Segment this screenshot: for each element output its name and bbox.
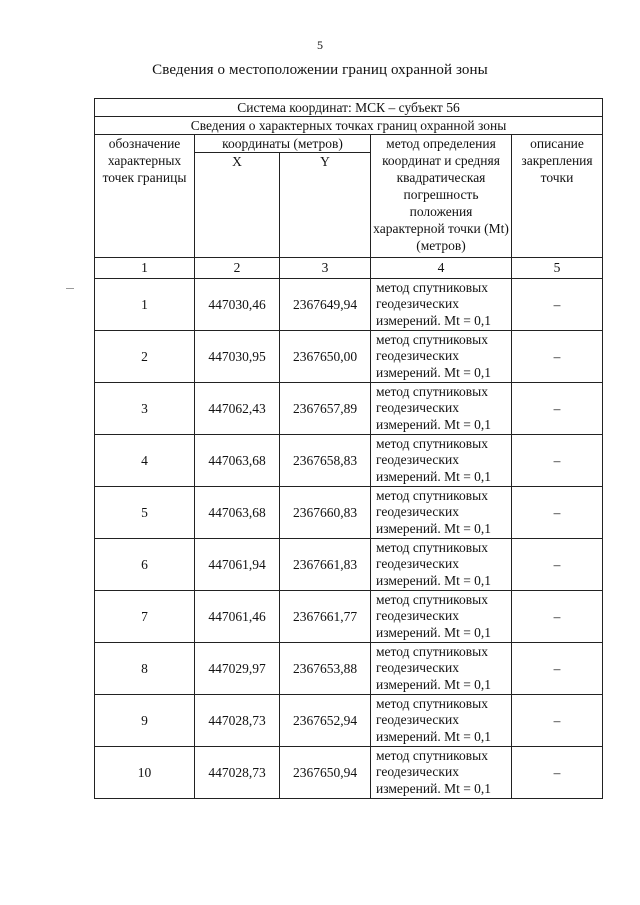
method-description: метод спутниковых геодезических измерений. Mt = 0,1 [371, 331, 512, 383]
header-fixing-description: описание закрепления точки [512, 135, 603, 258]
coordinate-x: 447030,95 [195, 331, 280, 383]
coordinate-y: 2367661,77 [280, 591, 371, 643]
fixing-description: – [512, 279, 603, 331]
table-row [95, 747, 603, 799]
table-row [95, 435, 603, 487]
coordinate-system-row [95, 99, 603, 117]
coordinate-x: 447063,68 [195, 487, 280, 539]
header-y: Y [280, 153, 371, 258]
coordinate-y: 2367653,88 [280, 643, 371, 695]
coordinate-x: 447063,68 [195, 435, 280, 487]
column-number: 3 [280, 258, 371, 279]
fixing-description: – [512, 591, 603, 643]
column-number: 1 [95, 258, 195, 279]
fixing-description: – [512, 383, 603, 435]
header-coordinates-group: координаты (метров) [195, 135, 371, 153]
coordinate-y: 2367657,89 [280, 383, 371, 435]
method-description: метод спутниковых геодезических измерений. Mt = 0,1 [371, 591, 512, 643]
coordinate-x: 447061,46 [195, 591, 280, 643]
coordinate-y: 2367660,83 [280, 487, 371, 539]
coordinates-table [94, 98, 603, 799]
point-designation: 10 [95, 747, 195, 799]
point-designation: 1 [95, 279, 195, 331]
method-description: метод спутниковых геодезических измерений. Mt = 0,1 [371, 487, 512, 539]
point-designation: 7 [95, 591, 195, 643]
fixing-description: – [512, 643, 603, 695]
coordinate-x: 447062,43 [195, 383, 280, 435]
point-designation: 9 [95, 695, 195, 747]
column-numbers-row [95, 258, 603, 279]
coordinate-y: 2367661,83 [280, 539, 371, 591]
fixing-description: – [512, 695, 603, 747]
method-description: метод спутниковых геодезических измерений. Mt = 0,1 [371, 643, 512, 695]
header-row [95, 135, 603, 153]
fixing-description: – [512, 331, 603, 383]
header-point-designation: обозначение характерных точек границы [95, 135, 195, 258]
coordinate-x: 447028,73 [195, 747, 280, 799]
fixing-description: – [512, 435, 603, 487]
method-description: метод спутниковых геодезических измерений. Mt = 0,1 [371, 279, 512, 331]
fixing-description: – [512, 487, 603, 539]
document-title: Сведения о местоположении границ охранной зоны [152, 62, 488, 78]
coordinate-y: 2367650,00 [280, 331, 371, 383]
table-row [95, 487, 603, 539]
coordinate-x: 447028,73 [195, 695, 280, 747]
coordinate-y: 2367650,94 [280, 747, 371, 799]
point-designation: 8 [95, 643, 195, 695]
method-description: метод спутниковых геодезических измерений. Mt = 0,1 [371, 539, 512, 591]
coordinate-system-label: Система координат: МСК – субъект 56 [95, 99, 603, 117]
point-designation: 2 [95, 331, 195, 383]
table-row [95, 643, 603, 695]
fixing-description: – [512, 539, 603, 591]
column-number: 5 [512, 258, 603, 279]
coordinate-x: 447029,97 [195, 643, 280, 695]
coordinate-y: 2367658,83 [280, 435, 371, 487]
margin-mark [66, 288, 74, 289]
table-row [95, 695, 603, 747]
header-method: метод определения координат и средняя квадратическая погрешность положения характерной точки (Mt) (метров) [371, 135, 512, 258]
table-row [95, 331, 603, 383]
method-description: метод спутниковых геодезических измерений. Mt = 0,1 [371, 747, 512, 799]
points-info-row [95, 117, 603, 135]
method-description: метод спутниковых геодезических измерений. Mt = 0,1 [371, 695, 512, 747]
method-description: метод спутниковых геодезических измерений. Mt = 0,1 [371, 383, 512, 435]
coordinate-y: 2367649,94 [280, 279, 371, 331]
method-description: метод спутниковых геодезических измерений. Mt = 0,1 [371, 435, 512, 487]
table-row [95, 383, 603, 435]
coordinate-y: 2367652,94 [280, 695, 371, 747]
fixing-description: – [512, 747, 603, 799]
coordinate-x: 447061,94 [195, 539, 280, 591]
point-designation: 3 [95, 383, 195, 435]
point-designation: 6 [95, 539, 195, 591]
point-designation: 4 [95, 435, 195, 487]
points-info-label: Сведения о характерных точках границ охранной зоны [95, 117, 603, 135]
column-number: 4 [371, 258, 512, 279]
point-designation: 5 [95, 487, 195, 539]
coordinate-x: 447030,46 [195, 279, 280, 331]
header-x: X [195, 153, 280, 258]
table-row [95, 591, 603, 643]
page-number: 5 [317, 38, 323, 52]
column-number: 2 [195, 258, 280, 279]
table-row [95, 539, 603, 591]
table-row [95, 279, 603, 331]
